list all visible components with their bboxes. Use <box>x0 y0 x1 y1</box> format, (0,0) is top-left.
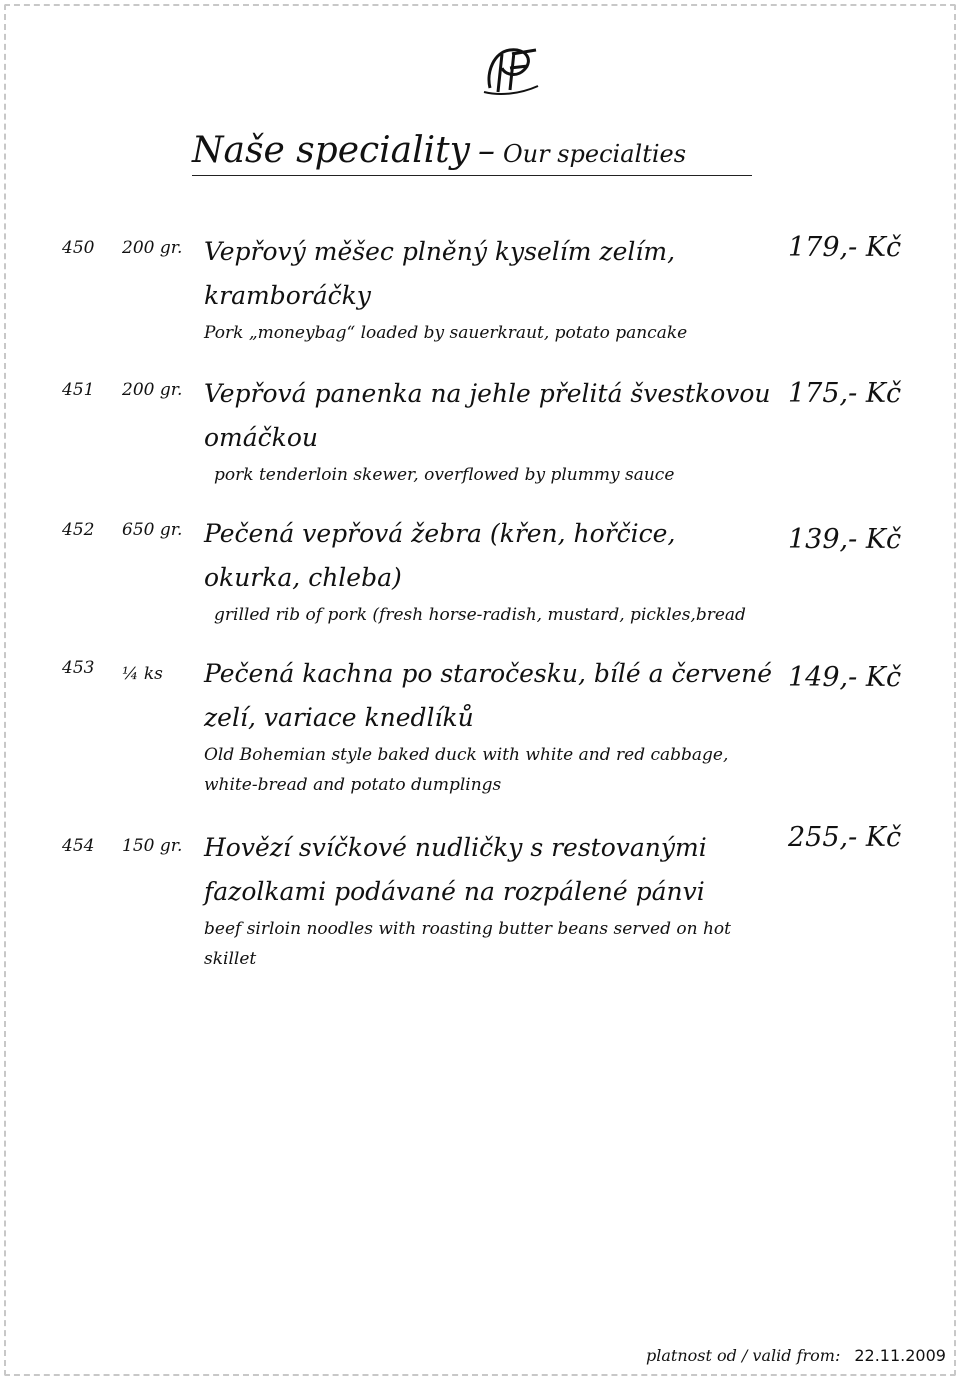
item-number: 453 <box>62 658 95 678</box>
item-price: 255,- Kč <box>788 822 902 853</box>
validity-footer <box>646 1346 946 1365</box>
item-weight: 650 gr. <box>122 520 183 540</box>
item-name: Vepřový měšec plněný kyselím zelím, kramboráčky <box>204 237 676 310</box>
item-weight: 200 gr. <box>122 238 183 258</box>
item-number: 452 <box>62 520 95 540</box>
validity-date: 22.11.2009 <box>854 1346 946 1365</box>
item-weight: 150 gr. <box>122 836 183 856</box>
item-price: 139,- Kč <box>788 524 902 555</box>
validity-label: platnost od / valid from: <box>646 1346 841 1365</box>
item-name: Hovězí svíčkové nudličky s restovanými fazolkami podávané na rozpálené pánvi <box>204 833 707 906</box>
item-description: beef sirloin noodles with roasting butter beans served on hot skillet <box>204 919 731 969</box>
item-weight: ¼ ks <box>122 664 163 684</box>
item-description: Old Bohemian style baked duck with white and red cabbage, white-bread and potato dumplings <box>204 745 729 795</box>
item-description: pork tenderloin skewer, overflowed by plummy sauce <box>214 465 675 485</box>
title-english: Our specialties <box>502 140 687 168</box>
item-price: 179,- Kč <box>788 232 902 263</box>
item-price: 175,- Kč <box>788 378 902 409</box>
item-description: grilled rib of pork (fresh horse-radish, mustard, pickles,bread <box>214 605 746 625</box>
item-name: Pečená vepřová žebra (křen, hořčice, okurka, chleba) <box>204 519 676 592</box>
title-czech: Naše speciality <box>192 130 470 171</box>
item-name: Pečená kachna po staročesku, bílé a červené zelí, variace knedlíků <box>204 659 773 732</box>
item-description: Pork „moneybag“ loaded by sauerkraut, potato pancake <box>204 323 688 343</box>
item-number: 451 <box>62 380 95 400</box>
menu-section-title <box>192 130 752 176</box>
item-number: 450 <box>62 238 95 258</box>
item-price: 149,- Kč <box>788 662 902 693</box>
title-dash: – <box>477 131 495 171</box>
pf-monogram-logo <box>480 42 542 98</box>
item-weight: 200 gr. <box>122 380 183 400</box>
item-number: 454 <box>62 836 95 856</box>
item-name: Vepřová panenka na jehle přelitá švestkovou omáčkou <box>204 379 771 452</box>
